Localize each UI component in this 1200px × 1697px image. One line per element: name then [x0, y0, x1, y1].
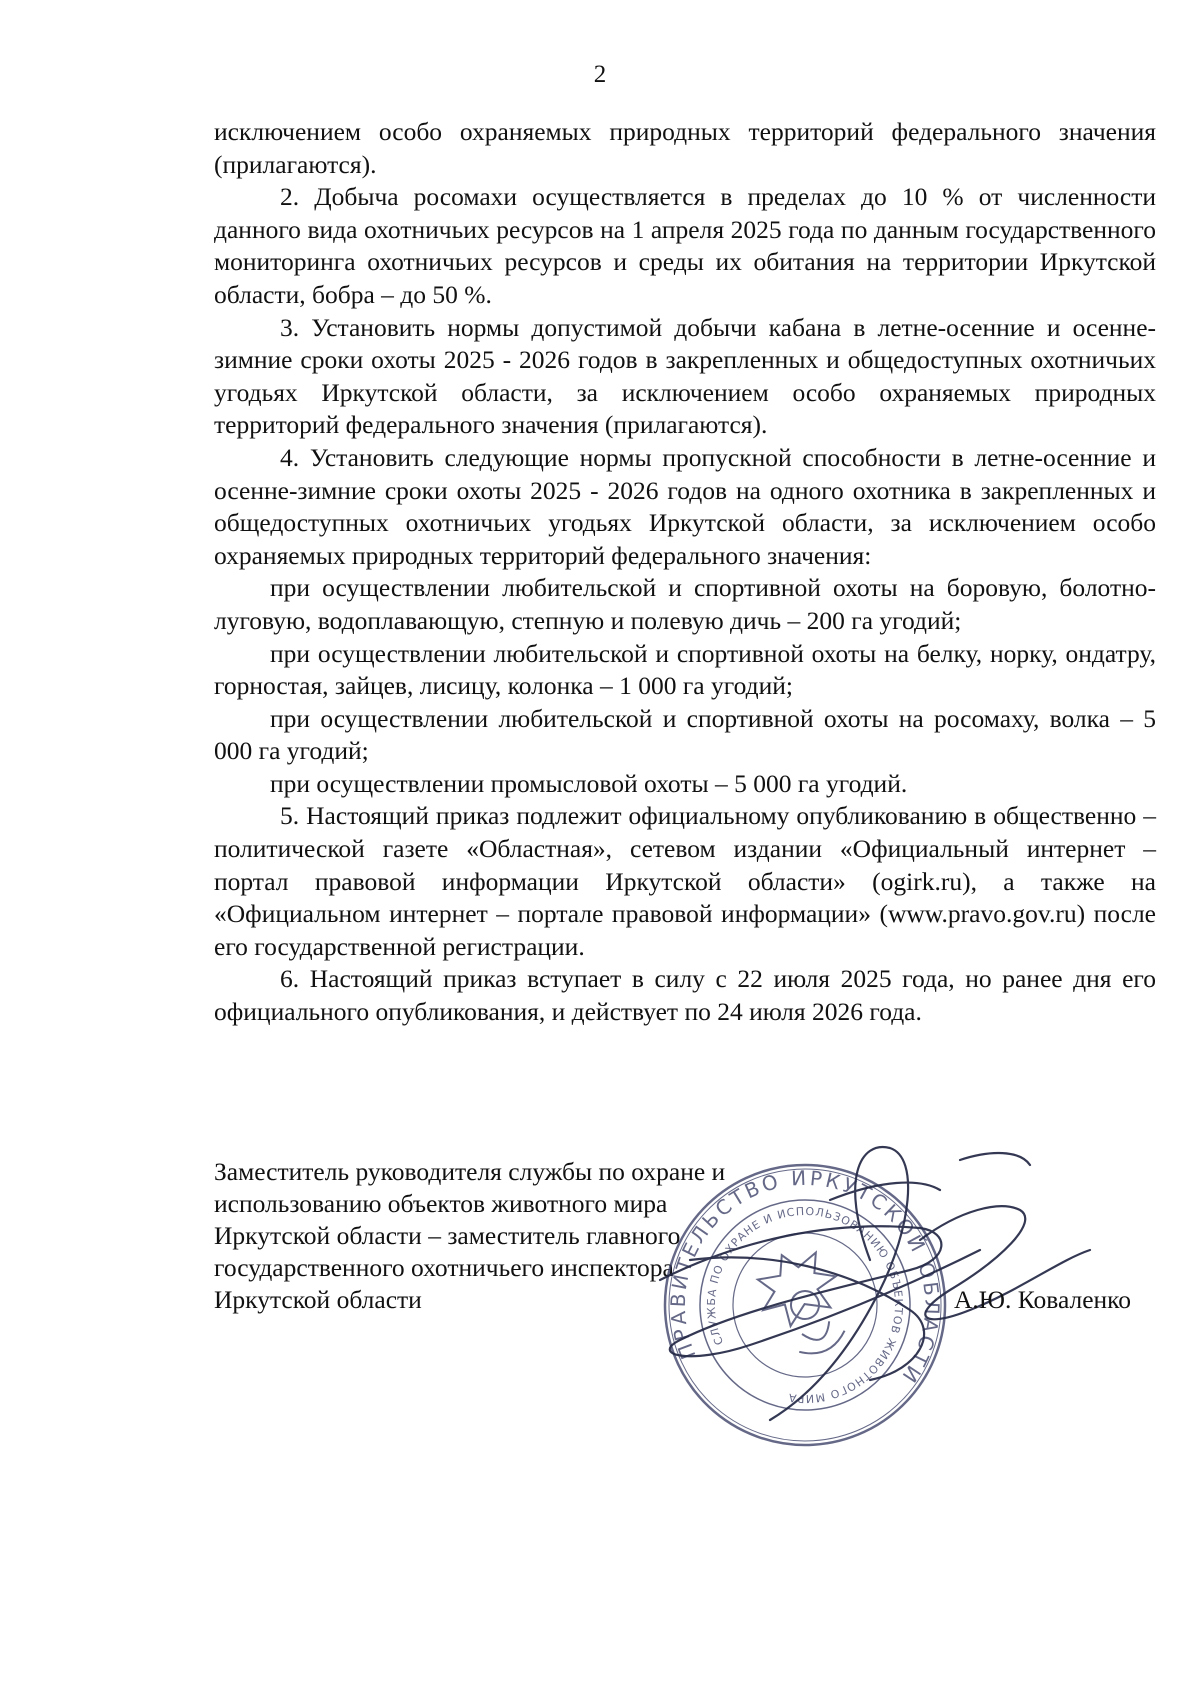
paragraph-item-2: 2. Добыча росомахи осуществляется в пределах до 10 % от численности данного вида охотничьих ресурсов на 1 апреля 2025 года по данным государственного мониторинга охотничьих ресурсов и среды их обитания на территории Иркутской области, бобра – до 50 %.	[214, 182, 1156, 309]
paragraph-continuation: исключением особо охраняемых природных территорий федерального значения (прилагаются).	[214, 117, 1156, 179]
signer-position-line: государственного охотничьего инспектора	[214, 1253, 674, 1282]
paragraph-item-5: 5. Настоящий приказ подлежит официальному опубликованию в общественно – политической газете «Областная», сетевом издании «Официальный интернет – портал правовой информации Иркутской области» (ogirk.ru), а также на «Официальном интернет – портале правовой информации» (www.pravo.gov.ru) после его государственной регистрации.	[214, 801, 1156, 961]
paragraph-norm-fur-animals: при осуществлении любительской и спортивной охоты на белку, норку, ондатру, горностая, зайцев, лисицу, колонка – 1 000 га угодий;	[214, 638, 1156, 701]
seal-outer-text: ПРАВИТЕЛЬСТВО ИРКУТСКОЙ ОБЛАСТИ	[665, 1165, 945, 1390]
signer-position-line: использованию объектов животного мира	[214, 1189, 668, 1218]
signer-position-line: Иркутской области	[214, 1285, 422, 1314]
paragraph-item-3: 3. Установить нормы допустимой добычи кабана в летне-осенние и осенне-зимние сроки охоты 2025 - 2026 годов в закрепленных и общедоступных охотничьих угодьях Иркутской области, за исключением особо охраняемых природных территорий федерального значения (прилагаются).	[214, 312, 1156, 440]
signer-name: А.Ю. Коваленко	[954, 1285, 1132, 1314]
paragraph-norm-wolverine-wolf: при осуществлении любительской и спортивной охоты на росомаху, волка – 5 000 га угодий;	[214, 703, 1156, 766]
signer-position-line: Иркутской области – заместитель главного	[214, 1221, 681, 1250]
paragraph-norm-commercial: при осуществлении промысловой охоты – 5 000 га угодий.	[270, 768, 908, 798]
signer-position-line: Заместитель руководителя службы по охране и	[214, 1157, 726, 1186]
paragraph-item-4: 4. Установить следующие нормы пропускной способности в летне-осенние и осенне-зимние сроки охоты 2025 - 2026 годов на одного охотника в закрепленных и общедоступных охотничьих угодьях Иркутской области, за исключением особо охраняемых природных территорий федерального значения:	[214, 442, 1156, 570]
page-number: 2	[593, 61, 607, 88]
paragraph-norm-game-birds: при осуществлении любительской и спортивной охоты на боровую, болотно-луговую, водоплавающую, степную и полевую дичь – 200 га угодий;	[214, 573, 1156, 635]
seal-inner-text: СЛУЖБА ПО ОХРАНЕ И ИСПОЛЬЗОВАНИЮ ОБЪЕКТОВ ЖИВОТНОГО МИРА	[704, 1204, 906, 1406]
document-body	[214, 116, 1156, 1029]
paragraph-item-6: 6. Настоящий приказ вступает в силу с 22 июля 2025 года, но ранее дня его официального опубликования, и действует по 24 июля 2026 года.	[214, 964, 1156, 1027]
